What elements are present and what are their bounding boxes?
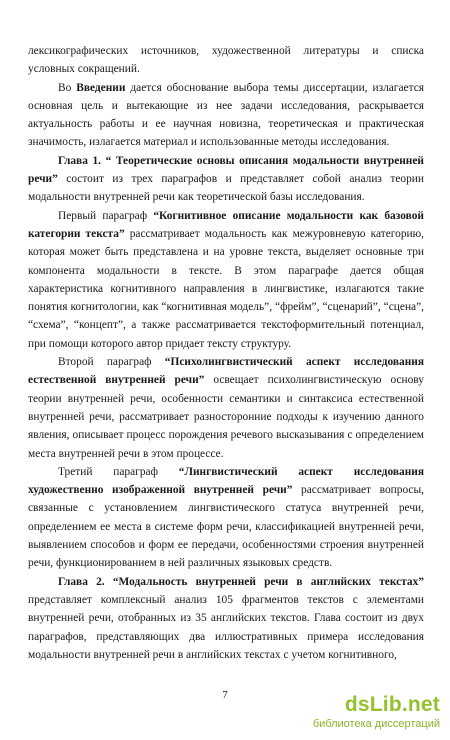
bold-text-run: “Когнитивное описание модальности как базовой категории текста” xyxy=(28,209,424,240)
text-run: рассматривает модальность как межуровневую категорию, которая может быть представлена и на уровне текста, выделяет основные три компонента модальности в тексте. В этом параграфе дается общая характеристика когнитивного направления в лингвистике, излагаются такие понятия когнитологии, как “когнитивная модель”, “фрейм”, “сценарий”, “сцена”, “схема”, “концепт”, а также рассматривается текстоформительный потенциал, при помощи которого автор придает тексту структуру. xyxy=(28,227,424,350)
watermark xyxy=(314,694,440,734)
paragraph xyxy=(28,207,424,353)
paragraph xyxy=(28,573,424,664)
body-text xyxy=(28,42,424,664)
bold-text-run: Глава 1. “ Теоретические основы описания модальности внутренней речи” xyxy=(28,154,424,186)
paragraph xyxy=(28,463,424,573)
paragraph xyxy=(28,353,424,463)
page-number: 7 xyxy=(222,689,228,701)
bold-text-run: “Психолингвистический аспект исследования естественной внутренней речи” xyxy=(28,356,425,387)
text-run: Первый параграф xyxy=(58,209,154,222)
text-run: Третий параграф xyxy=(58,465,179,478)
text-run: состоит из трех параграфов и представляет собой анализ теории модальности внутренней речи как теоретической базы исследования. xyxy=(28,173,424,204)
paragraph xyxy=(28,42,424,79)
bold-text-run: Глава 2. “Модальность внутренней речи в английских текстах” xyxy=(58,575,424,588)
text-run: Второй параграф xyxy=(58,356,165,369)
watermark-logo: dsLib.net xyxy=(344,693,440,716)
text-run: рассматривает вопросы, связанные с установлением лингвистического статуса внутренней речи, определением ее места в системе форм речи, классификацией внутренней речи, выявлением способов и форм ее передачи, особенностями строения внутренней речи, функционированием в ней различных языковых средств. xyxy=(28,484,424,570)
paragraph xyxy=(28,152,424,207)
text-run: лексикографических источников, художественной литературы и списка условных сокращений. xyxy=(28,45,424,76)
paragraph xyxy=(28,79,424,152)
bold-text-run: Введении xyxy=(76,81,126,94)
text-run: Во xyxy=(58,81,77,94)
text-run: представляет комплексный анализ 105 фрагментов текстов с элементами внутренней речи, отобранных из 35 английских текстов. Глава состоит из двух параграфов, представляющих два иллюстративных примера исследования модальности внутренней речи в английских текстах с учетом когнитивного, xyxy=(28,593,424,661)
text-run: освещает психолингвистическую основу теории внутренней речи, особенности семантики и синтаксиса естественной внутренней речи, рассматривает разносторонние подходы к изучению данного явления, описывает процесс порождения речевого высказывания с определением места внутренней речи в этом процессе. xyxy=(28,374,424,460)
watermark-caption: библиотека диссертаций xyxy=(312,718,440,730)
bold-text-run: “Лингвистический аспект исследования художественно изображенной внутренней речи” xyxy=(28,465,424,497)
text-run: дается обоснование выбора темы диссертации, излагается основная цель и вытекающие из нее задачи исследования, раскрывается актуальность работы и ее научная новизна, теоретическая и практическая значимость, излагается материал и использованные методы исследования. xyxy=(28,81,424,149)
